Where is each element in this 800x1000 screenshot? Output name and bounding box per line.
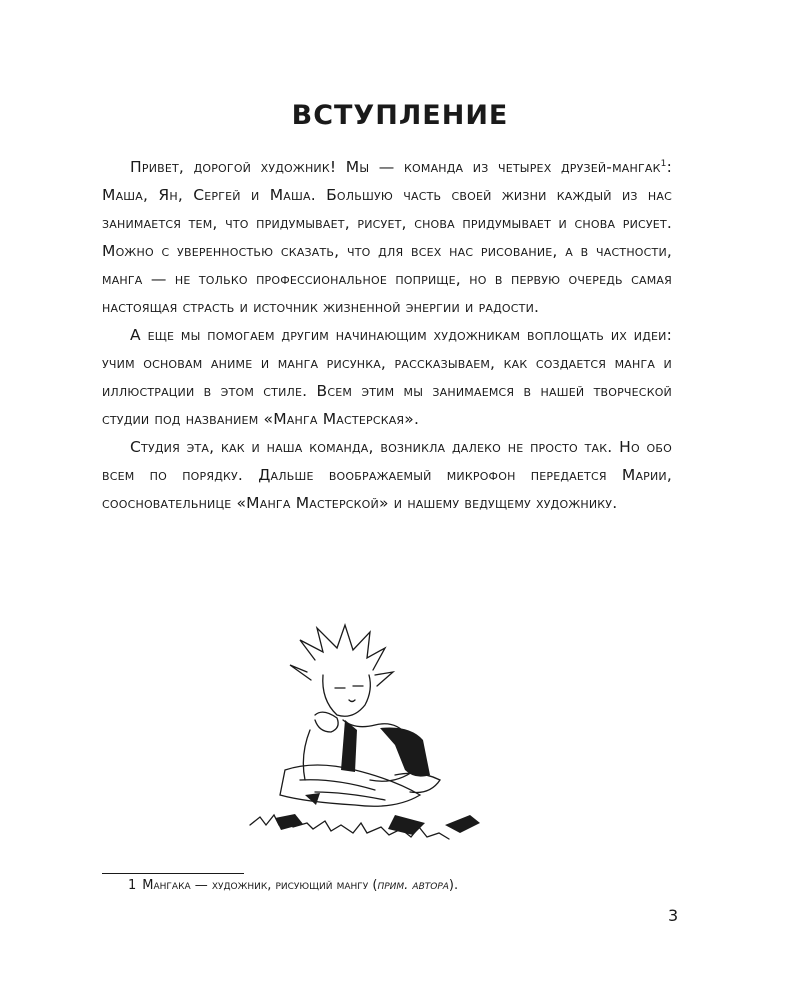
footnote (128, 876, 648, 896)
paragraph-1-text-cont: : Маша, Ян, Сергей и Маша. Большую часть своей жизни каждый из нас занимается тем, что придумывает, рисует, снова придумывает и снова рисует. Можно с уверенностью сказать, что для всех нас рисование, а в частности, манга — не только профессиональное поприще, но в первую очередь самая настоящая страсть и источник жизненной энергии и радости. (102, 158, 672, 317)
footnote-italic: прим. автора (377, 878, 449, 893)
body-text (102, 150, 672, 517)
footnote-divider (102, 873, 244, 874)
page-number: 3 (668, 906, 679, 925)
footnote-close: ). (448, 878, 459, 893)
manga-illustration (245, 620, 490, 865)
paragraph-1 (102, 150, 672, 321)
paragraph-1-text: Привет, дорогой художник! Мы — команда из четырех друзей-мангак (130, 158, 661, 177)
page-title: ВСТУПЛЕНИЕ (291, 100, 509, 131)
footnote-text: Мангака — художник, рисующий мангу ( (142, 878, 378, 893)
footnote-number: 1 (128, 878, 137, 893)
paragraph-3: Студия эта, как и наша команда, возникла далеко не просто так. Но обо всем по порядку. Дальше воображаемый микрофон передается Марии, соосновательнице «Манга Мастерской» и нашему ведущему художнику. (102, 438, 672, 513)
paragraph-2: А еще мы помогаем другим начинающим художникам воплощать их идеи: учим основам аниме и манга рисунка, рассказываем, как создается манга и иллюстрации в этом стиле. Всем этим мы занимаемся в нашей творческой студии под названием «Манга Мастерская». (102, 326, 672, 429)
footnote-marker: 1 (660, 159, 667, 169)
